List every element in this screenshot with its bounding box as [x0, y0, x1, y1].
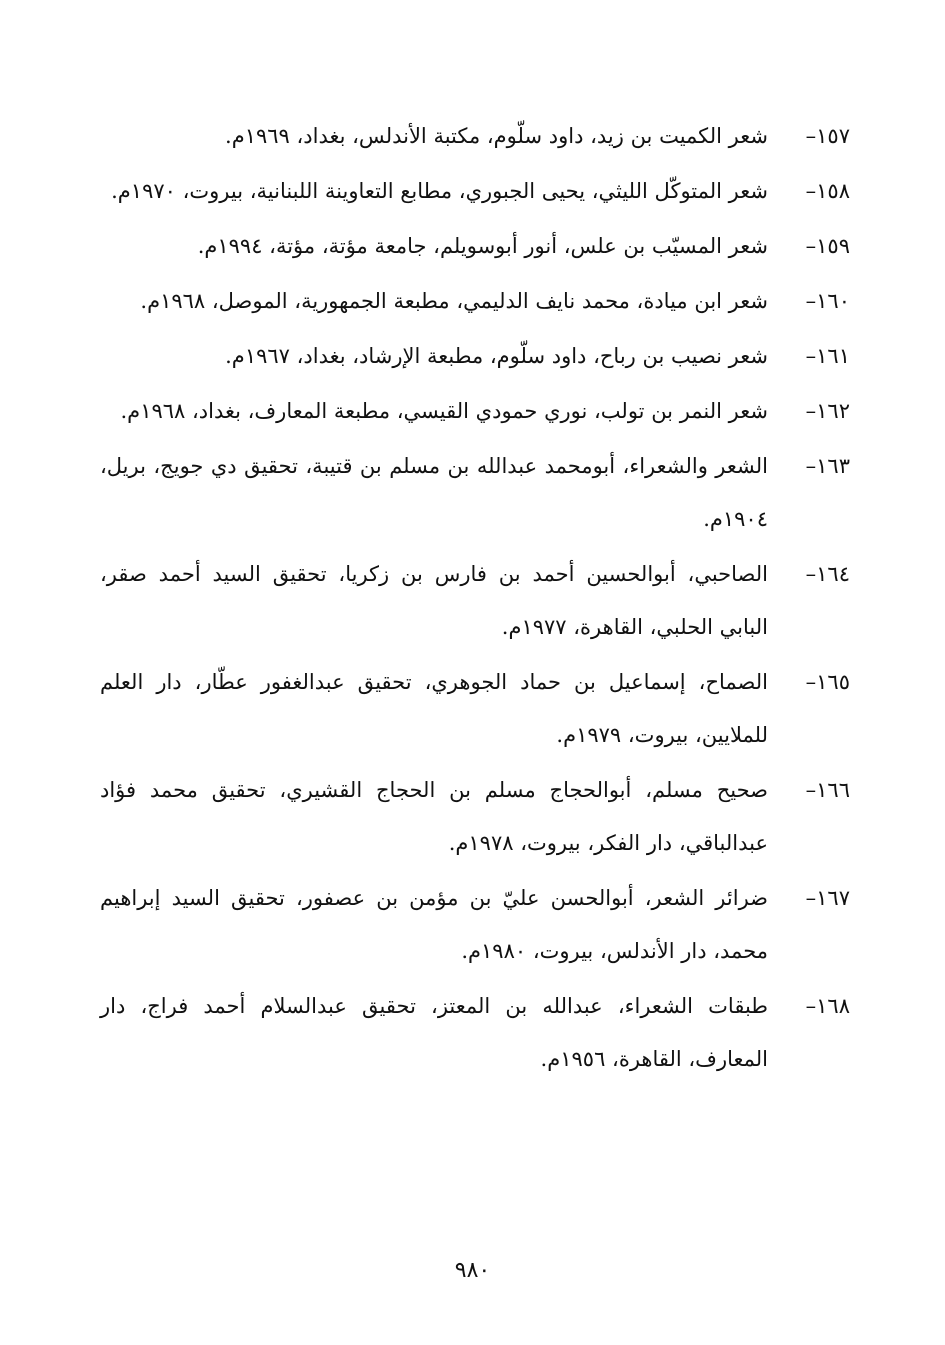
- page-number: ٩٨٠: [454, 1258, 491, 1283]
- entry-text: شعر الكميت بن زيد، داود سلّوم، مكتبة الأندلس، بغداد، ١٩٦٩م.: [225, 124, 768, 148]
- entry-number: ١٦١–: [805, 344, 850, 368]
- bibliography-list: [100, 110, 850, 1088]
- bibliography-entry-162: [100, 385, 850, 438]
- entry-text: الصماح، إسماعيل بن حماد الجوهري، تحقيق عبدالغفور عطّار، دار العلم للملايين، بيروت، ١٩٧٩م.: [100, 670, 768, 747]
- entry-number: ١٦٣–: [805, 454, 850, 478]
- entry-number: ١٥٩–: [805, 234, 850, 258]
- entry-number: ١٦٢–: [805, 399, 850, 423]
- entry-text: شعر النمر بن تولب، نوري حمودي القيسي، مطبعة المعارف، بغداد، ١٩٦٨م.: [120, 399, 768, 423]
- entry-number: ١٥٨–: [805, 179, 850, 203]
- entry-text: ضرائر الشعر، أبوالحسن عليّ بن مؤمن بن عصفور، تحقيق السيد إبراهيم محمد، دار الأندلس، بيروت، ١٩٨٠م.: [100, 886, 768, 963]
- entry-number: ١٥٧–: [805, 124, 850, 148]
- entry-number: ١٦٥–: [805, 670, 850, 694]
- entry-number: ١٦٧–: [805, 886, 850, 910]
- bibliography-entry-163: [100, 440, 850, 546]
- bibliography-entry-168: [100, 980, 850, 1086]
- entry-text: شعر المسيّب بن علس، أنور أبوسويلم، جامعة مؤتة، مؤتة، ١٩٩٤م.: [197, 234, 768, 258]
- bibliography-entry-167: [100, 872, 850, 978]
- entry-text: الصاحبي، أبوالحسين أحمد بن فارس بن زكريا، تحقيق السيد أحمد صقر، البابي الحلبي، القاهرة، ١٩٧٧م.: [100, 562, 768, 639]
- entry-text: شعر نصيب بن رباح، داود سلّوم، مطبعة الإرشاد، بغداد، ١٩٦٧م.: [225, 344, 768, 368]
- bibliography-entry-158: [100, 165, 850, 218]
- entry-text: شعر ابن ميادة، محمد نايف الدليمي، مطبعة الجمهورية، الموصل، ١٩٦٨م.: [140, 289, 768, 313]
- bibliography-entry-161: [100, 330, 850, 383]
- entry-number: ١٦٤–: [805, 562, 850, 586]
- entry-text: صحيح مسلم، أبوالحجاج مسلم بن الحجاج القشيري، تحقيق محمد فؤاد عبدالباقي، دار الفكر، بيروت، ١٩٧٨م.: [100, 778, 768, 855]
- bibliography-entry-164: [100, 548, 850, 654]
- entry-text: طبقات الشعراء، عبدالله بن المعتز، تحقيق عبدالسلام أحمد فراج، دار المعارف، القاهرة، ١٩٥٦م.: [100, 994, 768, 1071]
- entry-text: شعر المتوكّل الليثي، يحيى الجبوري، مطابع التعاوينة اللبنانية، بيروت، ١٩٧٠م.: [111, 179, 768, 203]
- bibliography-entry-159: [100, 220, 850, 273]
- bibliography-entry-157: [100, 110, 850, 163]
- entry-number: ١٦٨–: [805, 994, 850, 1018]
- entry-number: ١٦٦–: [805, 778, 850, 802]
- entry-text: الشعر والشعراء، أبومحمد عبدالله بن مسلم بن قتيبة، تحقيق دي جويج، بريل، ١٩٠٤م.: [100, 454, 768, 531]
- bibliography-entry-160: [100, 275, 850, 328]
- entry-number: ١٦٠–: [805, 289, 850, 313]
- bibliography-entry-165: [100, 656, 850, 762]
- bibliography-entry-166: [100, 764, 850, 870]
